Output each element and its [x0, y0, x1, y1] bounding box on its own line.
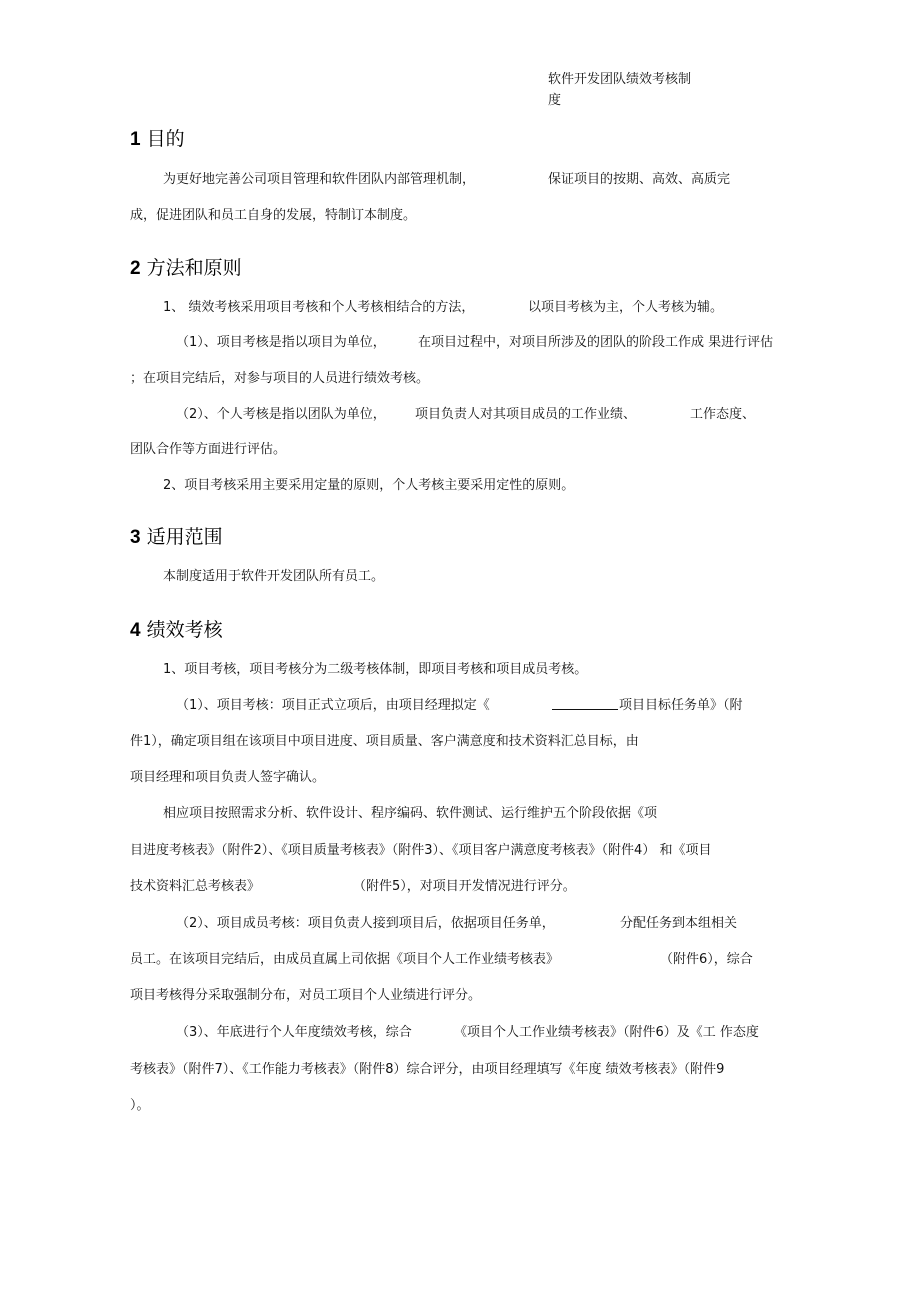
- paragraph-text: 本制度适用于软件开发团队所有员工。: [163, 569, 385, 584]
- paragraph-text: 《项目个人工作业绩考核表》（附件6）及《工 作态度: [454, 1025, 759, 1040]
- paragraph-text: 1、 绩效考核采用项目考核和个人考核相结合的方法，: [163, 300, 475, 315]
- document-title-line1: 软件开发团队绩效考核制: [548, 72, 692, 87]
- paragraph-text: 在项目过程中，对项目所涉及的团队的阶段工作成 果进行评估: [418, 335, 774, 350]
- paragraph-text: 工作态度、: [690, 407, 756, 422]
- section-heading-3: 3 适用范围: [130, 526, 223, 548]
- paragraph-text: （附件6），综合: [660, 952, 753, 967]
- paragraph-text: ；在项目完结后，对参与项目的人员进行绩效考核。: [130, 371, 430, 386]
- paragraph-text: （1）、项目考核是指以项目为单位，: [176, 335, 386, 350]
- blank-fill-line: [552, 698, 618, 715]
- section-heading-2: 2 方法和原则: [130, 257, 242, 279]
- paragraph-text: （2）、项目成员考核：项目负责人接到项目后，依据项目任务单，: [176, 916, 555, 931]
- paragraph-text: 1、项目考核，项目考核分为二级考核体制，即项目考核和项目成员考核。: [163, 662, 588, 677]
- paragraph-text: 项目负责人对其项目成员的工作业绩、: [415, 407, 637, 422]
- paragraph-text: 项目考核得分采取强制分布，对员工项目个人业绩进行评分。: [130, 988, 482, 1003]
- paragraph-text: 考核表》（附件7）、《工作能力考核表》（附件8）综合评分，由项目经理填写《年度 绩效考核表》（附件9: [130, 1062, 725, 1077]
- paragraph-text: 相应项目按照需求分析、软件设计、程序编码、软件测试、运行维护五个阶段依据《项: [163, 806, 658, 821]
- paragraph-text: 技术资料汇总考核表》: [130, 879, 261, 894]
- document-title-line2: 度: [548, 93, 562, 108]
- paragraph-text: 项目经理和项目负责人签字确认。: [130, 770, 326, 785]
- paragraph-text: 员工。在该项目完结后，由成员直属上司依据《项目个人工作业绩考核表》: [130, 952, 560, 967]
- section-heading-1: 1 目的: [130, 128, 185, 150]
- paragraph-text: （2）、个人考核是指以团队为单位，: [176, 407, 386, 422]
- paragraph-text: 为更好地完善公司项目管理和软件团队内部管理机制，: [163, 172, 476, 187]
- paragraph-text: 目进度考核表》（附件2）、《项目质量考核表》（附件3）、《项目客户满意度考核表》（附件4） 和《项目: [130, 843, 712, 858]
- paragraph-text: 项目目标任务单》（附: [619, 698, 743, 713]
- section-heading-4: 4 绩效考核: [130, 619, 223, 641]
- paragraph-text: （1）、项目考核：项目正式立项后，由项目经理拟定《: [176, 698, 490, 713]
- paragraph-text: 分配任务到本组相关: [620, 916, 738, 931]
- paragraph-text: （附件5），对项目开发情况进行评分。: [353, 879, 576, 894]
- paragraph-text: 以项目考核为主，个人考核为辅。: [528, 300, 724, 315]
- paragraph-text: （3）、年底进行个人年度绩效考核，综合: [176, 1025, 412, 1040]
- paragraph-text: 2、项目考核采用主要采用定量的原则，个人考核主要采用定性的原则。: [163, 478, 575, 493]
- paragraph-text: 件1），确定项目组在该项目中项目进度、项目质量、客户满意度和技术资料汇总目标，由: [130, 734, 639, 749]
- paragraph-text: 保证项目的按期、高效、高质完: [548, 172, 731, 187]
- paragraph-text: 团队合作等方面进行评估。: [130, 442, 287, 457]
- paragraph-text: 成，促进团队和员工自身的发展，特制订本制度。: [130, 208, 417, 223]
- paragraph-text: ）。: [130, 1098, 150, 1113]
